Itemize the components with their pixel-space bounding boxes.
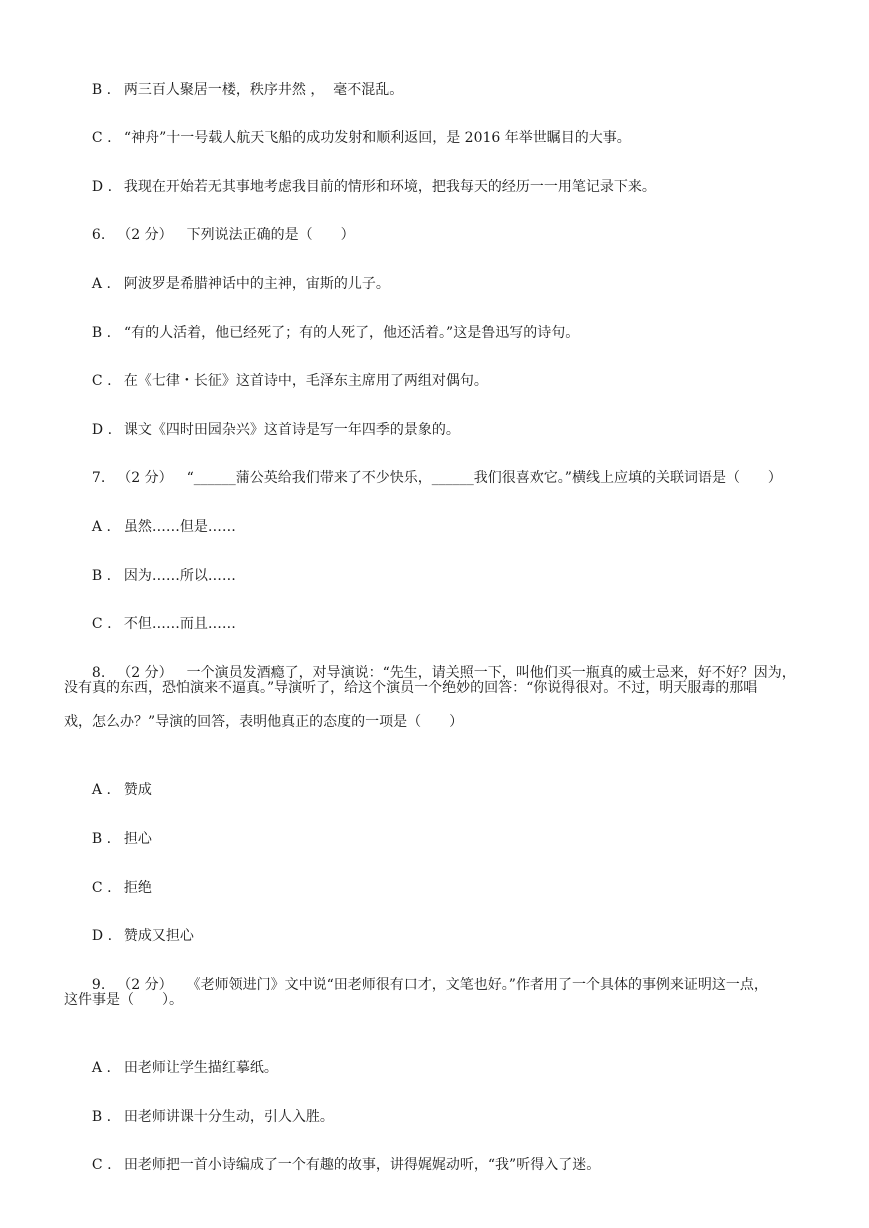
option-text: “神舟”十一号载人航天飞船的成功发射和顺利返回，是 2016 年举世瞩目的大事。 <box>123 130 631 146</box>
option-b <box>83 546 236 584</box>
question-text: “______蒲公英给我们带来了不少快乐，______我们很喜欢它。”横线上应填的关联词语是（ ） <box>186 470 782 486</box>
option-a <box>83 254 390 292</box>
question-text-continued: 戏，怎么办？”导演的回答，表明他真正的态度的一项是（ ） <box>64 714 464 730</box>
option-text: 赞成又担心 <box>123 928 194 944</box>
option-letter: D . <box>91 928 113 944</box>
question-9 <box>83 955 768 993</box>
option-text: 赞成 <box>123 782 152 798</box>
option-letter: B . <box>91 1109 112 1125</box>
question-text: 《老师领进门》文中说“田老师很有口才，文笔也好。”作者用了一个具体的事例来证明这一点， <box>186 977 768 993</box>
option-letter: A . <box>91 1060 111 1076</box>
option-a <box>83 497 236 535</box>
option-letter: C . <box>91 1157 112 1173</box>
option-letter: C . <box>91 373 112 389</box>
option-letter: B . <box>91 82 112 98</box>
option-text: 田老师把一首小诗编成了一个有趣的故事，讲得娓娓动听，“我”听得入了迷。 <box>123 1157 601 1173</box>
option-b <box>83 1087 334 1125</box>
question-text: 一个演员发酒瘾了，对导演说：“先生，请关照一下，叫他们买一瓶真的威士忌来，好不好？因为， <box>186 665 796 681</box>
option-letter: A . <box>91 276 111 292</box>
option-c <box>83 108 631 146</box>
question-score: （2 分） <box>117 665 173 681</box>
option-text: 虽然……但是…… <box>123 519 236 535</box>
option-text: “有的人活着，他已经死了；有的人死了，他还活着。”这是鲁迅写的诗句。 <box>123 325 580 341</box>
option-text: 担心 <box>123 831 152 847</box>
option-d <box>83 400 460 438</box>
option-text: 我现在开始若无其事地考虑我目前的情形和环境，把我每天的经历一一用笔记录下来。 <box>123 179 656 195</box>
option-letter: C . <box>91 880 112 896</box>
question-7 <box>83 448 782 486</box>
question-number: 9. <box>91 977 106 993</box>
option-letter: A . <box>91 519 111 535</box>
option-c <box>83 351 488 389</box>
option-c <box>83 858 152 896</box>
question-6 <box>83 205 355 243</box>
option-d <box>83 157 656 195</box>
question-score: （2 分） <box>117 470 173 486</box>
option-text: 两三百人聚居一楼，秩序井然 ， 毫不混乱。 <box>123 82 404 98</box>
question-number: 7. <box>91 470 106 486</box>
question-number: 8. <box>91 665 106 681</box>
option-letter: C . <box>91 616 112 632</box>
option-text: 不但……而且…… <box>123 616 236 632</box>
option-a <box>83 760 152 798</box>
option-text: 因为……所以…… <box>123 568 236 584</box>
question-score: （2 分） <box>117 977 173 993</box>
option-letter: C . <box>91 130 112 146</box>
option-letter: B . <box>91 325 112 341</box>
option-b <box>83 809 152 847</box>
option-text: 阿波罗是希腊神话中的主神，宙斯的儿子。 <box>123 276 390 292</box>
question-text-continued: 这件事是（ ）。 <box>64 992 183 1008</box>
option-b <box>83 303 580 341</box>
option-c <box>83 1135 601 1173</box>
question-score: （2 分） <box>117 227 173 243</box>
option-letter: B . <box>91 568 112 584</box>
question-text-continued: 没有真的东西，恐怕演来不逼真。”导演听了，给这个演员一个绝妙的回答：“你说得很对。不过，明天服毒的那唱 <box>64 680 758 696</box>
option-letter: B . <box>91 831 112 847</box>
option-letter: D . <box>91 422 113 438</box>
option-text: 在《七律・长征》这首诗中，毛泽东主席用了两组对偶句。 <box>123 373 488 389</box>
option-text: 拒绝 <box>123 880 152 896</box>
option-letter: D . <box>91 179 113 195</box>
option-b <box>83 60 404 98</box>
option-c <box>83 594 236 632</box>
question-number: 6. <box>91 227 106 243</box>
option-letter: A . <box>91 782 111 798</box>
question-8 <box>83 643 796 681</box>
option-a <box>83 1038 278 1076</box>
option-d <box>83 906 194 944</box>
option-text: 田老师让学生描红摹纸。 <box>123 1060 278 1076</box>
question-text: 下列说法正确的是（ ） <box>186 227 355 243</box>
option-text: 课文《四时田园杂兴》这首诗是写一年四季的景象的。 <box>123 422 460 438</box>
option-text: 田老师讲课十分生动，引人入胜。 <box>123 1109 334 1125</box>
